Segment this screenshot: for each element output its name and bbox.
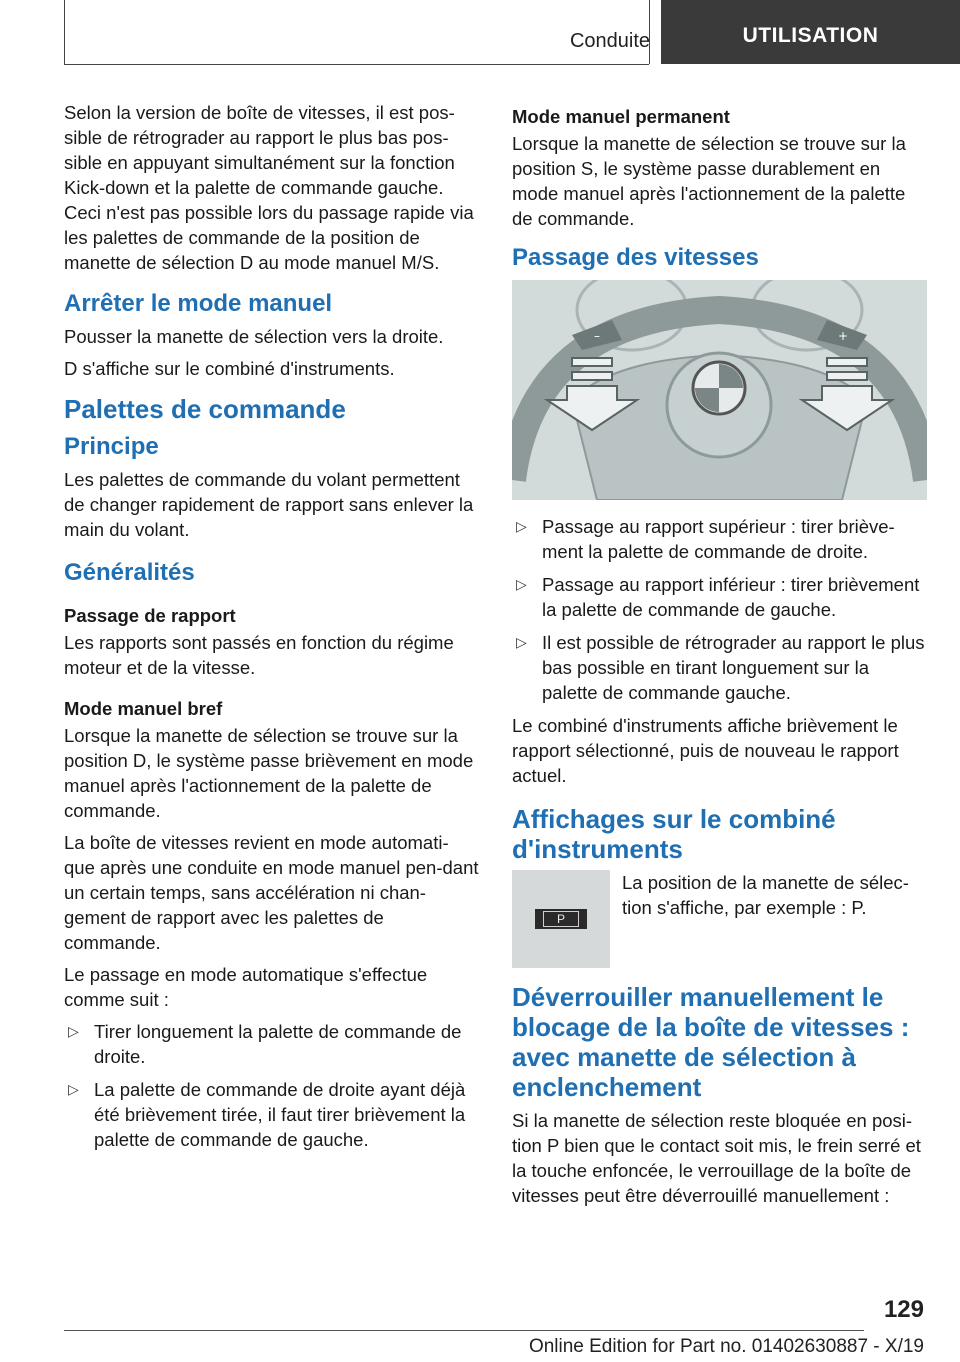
- paragraph-pousser: Pousser la manette de sélection vers la droite.: [64, 326, 444, 347]
- list-item: ▷ Passage au rapport supérieur : tirer briève-ment la palette de commande de droite.: [516, 516, 895, 562]
- steering-wheel-illustration: [512, 280, 927, 500]
- header-chapter-tab: UTILISATION: [661, 0, 960, 64]
- heading-mode-bref: Mode manuel bref: [64, 698, 223, 719]
- paddle-minus-label: –: [594, 329, 600, 343]
- footer-rule: [64, 1330, 864, 1331]
- heading-passage-rapport: Passage de rapport: [64, 605, 236, 626]
- heading-affichages: Affichages sur le combiné d'instruments: [512, 804, 836, 864]
- steering-wheel-drawing: [512, 280, 927, 500]
- paragraph-permanent: Lorsque la manette de sélection se trouve sur la position S, le système passe durablement en mode manuel après l'actionnement de la palette de commande.: [512, 133, 906, 229]
- header-left-rule: [64, 0, 65, 64]
- triangle-bullet-icon: ▷: [516, 576, 527, 592]
- header-bottom-rule: [64, 64, 649, 65]
- display-example-image: [512, 870, 610, 968]
- triangle-bullet-icon: ▷: [516, 634, 527, 650]
- triangle-bullet-icon: ▷: [516, 518, 527, 534]
- heading-palettes: Palettes de commande: [64, 394, 346, 424]
- footer-edition: Online Edition for Part no. 01402630887 - X/19: [528, 1336, 924, 1357]
- triangle-bullet-icon: ▷: [68, 1023, 79, 1039]
- page-number: 129: [883, 1296, 924, 1323]
- left-column: [64, 100, 479, 1160]
- right-column: [512, 100, 927, 1215]
- paragraph-principe: Les palettes de commande du volant permettent de changer rapidement de rapport sans enlever la main du volant.: [64, 469, 474, 540]
- paragraph-passage-rapport: Les rapports sont passés en fonction du régime moteur et de la vitesse.: [64, 632, 454, 678]
- heading-deverrouiller: Déverrouiller manuellement le blocage de la boîte de vitesses : avec manette de sélection à enclenchement: [512, 982, 910, 1102]
- heading-arreter: Arrêter le mode manuel: [64, 290, 333, 317]
- heading-principe: Principe: [64, 433, 159, 460]
- triangle-bullet-icon: ▷: [68, 1081, 79, 1097]
- paragraph-combine: Le combiné d'instruments affiche brièvement le rapport sélectionné, puis de nouveau le rapport actuel.: [512, 715, 899, 786]
- list-item: ▷ Passage au rapport inférieur : tirer brièvement la palette de commande de gauche.: [516, 574, 920, 620]
- heading-passage-vitesses: Passage des vitesses: [512, 244, 759, 271]
- paragraph-affichage: La position de la manette de sélec-tion s'affiche, par exemple : P.: [622, 872, 909, 918]
- list-item: ▷ Il est possible de rétrograder au rapport le plus bas possible en tirant longuement sur la palette de commande gauche.: [516, 632, 925, 703]
- display-example-row: [512, 870, 927, 968]
- paragraph-d-display: D s'affiche sur le combiné d'instruments.: [64, 358, 395, 379]
- heading-generalites: Généralités: [64, 559, 195, 586]
- heading-mode-permanent: Mode manuel permanent: [512, 106, 730, 127]
- paragraph-bref-2: La boîte de vitesses revient en mode automati-que après une conduite en mode manuel pen-dant un certain temps, sans accélération ni chan-gement de rapport avec les palettes de commande.: [64, 832, 479, 953]
- list-item: ▷ Tirer longuement la palette de commande de droite.: [68, 1021, 462, 1067]
- gear-p-indicator: P: [543, 911, 579, 927]
- paragraph-kickdown: Selon la version de boîte de vitesses, il est pos-sible de rétrograder au rapport le plus bas pos-sible en appuyant simultanément sur la fonction Kick-down et la palette de commande gauche. Ceci n'est pas possible lors du passage rapide via les palettes de commande de la position de manette de sélection D au mode manuel M/S.: [64, 102, 474, 273]
- paragraph-bref-3: Le passage en mode automatique s'effectue comme suit :: [64, 964, 428, 1010]
- list-item: ▷ La palette de commande de droite ayant déjà été brièvement tirée, il faut tirer brièvement la palette de commande de gauche.: [68, 1079, 466, 1150]
- header-section: Conduite: [569, 30, 650, 52]
- bullet-list-right: [512, 514, 927, 705]
- paragraph-deverrouiller: Si la manette de sélection reste bloquée en posi-tion P bien que le contact soit mis, le frein serré et la touche enfoncée, le verrouillage de la boîte de vitesses peut être déverrouillé manuellement :: [512, 1110, 921, 1206]
- paragraph-bref-1: Lorsque la manette de sélection se trouve sur la position D, le système passe brièvement en mode manuel après l'actionnement de la palette de commande.: [64, 725, 474, 821]
- bullet-list-left: [64, 1019, 479, 1152]
- paddle-plus-label: +: [838, 329, 849, 343]
